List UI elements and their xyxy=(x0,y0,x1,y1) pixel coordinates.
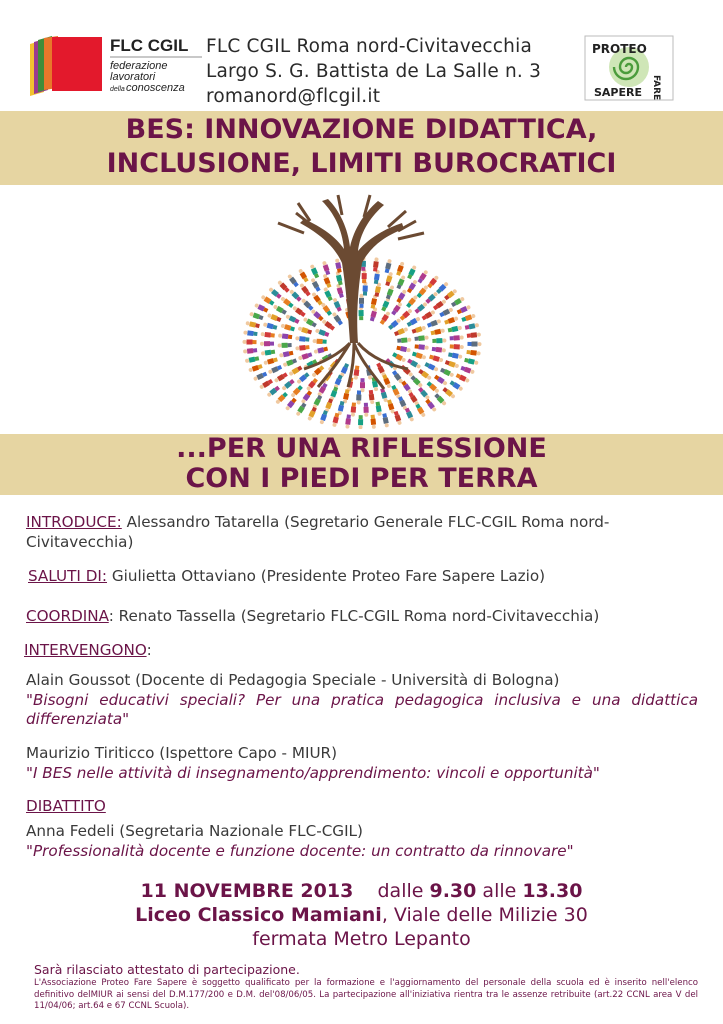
person-figure xyxy=(412,351,427,360)
partner-logo-text-1: PROTEO xyxy=(592,42,647,56)
speaker-2: Maurizio Tiriticco (Ispettore Capo - MIUR) xyxy=(26,744,338,762)
person-figure xyxy=(313,346,328,354)
speaker-3: Anna Fedeli (Segretaria Nazionale FLC-CGIL) xyxy=(26,822,363,840)
person-figure xyxy=(448,325,463,333)
event-to-label: alle xyxy=(482,880,517,902)
person-figure xyxy=(299,283,311,297)
person-figure xyxy=(332,413,340,428)
brand-sub-3-small: della xyxy=(110,86,125,93)
person-figure xyxy=(323,287,334,302)
person-figure xyxy=(434,393,447,407)
person-figure xyxy=(310,277,321,292)
person-figure xyxy=(288,365,303,376)
person-figure xyxy=(427,275,440,289)
person-figure xyxy=(267,365,282,375)
person-figure xyxy=(414,335,428,341)
speaker-3-block xyxy=(26,822,698,861)
person-figure xyxy=(297,326,312,335)
person-figure xyxy=(282,358,297,368)
person-figure xyxy=(382,413,390,428)
tree-of-people-illustration xyxy=(238,193,486,429)
person-figure xyxy=(375,401,382,416)
person-figure xyxy=(434,374,448,386)
person-figure xyxy=(331,311,343,325)
person-figure xyxy=(335,283,344,298)
page-subtitle xyxy=(0,434,723,494)
subtitle-line-2: CON I PIEDI PER TERRA xyxy=(185,463,538,494)
person-figure xyxy=(278,333,293,340)
person-figure xyxy=(311,291,323,305)
talk-3: "Professionalità docente e funzione docente: un contratto da rinnovare" xyxy=(26,841,574,860)
person-figure xyxy=(350,402,356,416)
person-figure xyxy=(295,336,309,342)
event-transit: fermata Metro Lepanto xyxy=(252,928,471,950)
coordina-text: : Renato Tassella (Segretario FLC-CGIL Roma nord-Civitavecchia) xyxy=(108,607,600,625)
person-figure xyxy=(392,352,407,363)
partner-logo-text-2: FARE xyxy=(651,75,661,101)
person-figure xyxy=(245,356,260,364)
person-figure xyxy=(356,390,361,404)
person-figure xyxy=(384,259,392,274)
person-figure xyxy=(464,357,479,365)
saluti-text: Giulietta Ottaviano (Presidente Proteo Fare Sapere Lazio) xyxy=(107,567,546,585)
person-figure xyxy=(298,352,313,361)
person-figure xyxy=(337,401,345,416)
partner-logo-text-3: SAPERE xyxy=(594,86,642,99)
person-figure xyxy=(406,316,421,327)
person-figure xyxy=(425,291,439,304)
subtitle-line-1: ...PER UNA RIFLESSIONE xyxy=(176,433,547,464)
person-figure xyxy=(417,269,429,283)
person-figure xyxy=(415,403,426,418)
person-figure xyxy=(319,410,328,425)
person-figure xyxy=(393,411,402,426)
person-figure xyxy=(321,319,335,331)
person-figure xyxy=(335,271,343,286)
person-figure xyxy=(448,352,463,360)
person-figure xyxy=(370,415,376,429)
event-from-label: dalle xyxy=(377,880,424,902)
fine-print: L'Associazione Proteo Fare Sapere è soggetto qualificato per la formazione e l'aggiornamento del personale della scuola ed è inserito nell'elenco definitivo delMIUR ai sensi del D.M.177/200 e D.M. del'08/06/05. La partecipazione all'iniziativa rientra tra le assenze retribuite (art.22 CCNL area V del 11/04/06; art.64 e 67 CCNL Scuola). xyxy=(34,978,698,1011)
person-figure xyxy=(253,371,268,381)
brand-sub-2: lavoratori xyxy=(110,71,156,83)
title-line-2: INCLUSIONE, LIMITI BUROCRATICI xyxy=(106,148,617,179)
person-figure xyxy=(362,281,367,295)
person-figure xyxy=(359,294,364,308)
person-figure xyxy=(411,325,426,334)
person-figure xyxy=(439,307,454,318)
person-figure xyxy=(263,322,278,330)
person-figure xyxy=(309,264,319,279)
person-figure xyxy=(332,297,342,312)
person-figure xyxy=(461,313,476,322)
event-venue xyxy=(0,903,723,927)
person-figure xyxy=(259,379,274,390)
speaker-1: Alain Goussot (Docente di Pedagogia Speciale - Università di Bologna) xyxy=(26,671,560,689)
person-figure xyxy=(414,301,428,314)
person-figure xyxy=(345,414,352,429)
proteo-fare-sapere-logo xyxy=(584,35,674,101)
person-figure xyxy=(260,294,274,306)
brand-name: FLC CGIL xyxy=(110,36,189,55)
person-figure xyxy=(432,346,447,353)
person-figure xyxy=(394,326,409,336)
person-figure xyxy=(295,345,309,351)
person-figure xyxy=(379,311,391,325)
person-figure xyxy=(362,269,367,283)
person-figure xyxy=(387,399,396,414)
person-figure xyxy=(280,296,294,309)
flc-cgil-logo xyxy=(24,34,204,98)
speaker-2-block xyxy=(26,744,698,783)
person-figure xyxy=(285,314,300,325)
person-figure xyxy=(358,306,363,320)
person-figure xyxy=(467,341,481,346)
talk-2: "I BES nelle attività di insegnamento/apprendimento: vincoli e opportunità" xyxy=(26,763,600,782)
brand-sub-3: conoscenza xyxy=(126,82,185,94)
person-figure xyxy=(450,335,464,341)
org-name: FLC CGIL Roma nord-Civitavecchia xyxy=(206,36,532,57)
person-figure xyxy=(397,337,411,343)
person-figure xyxy=(268,287,282,300)
title-line-1: BES: INNOVAZIONE DIDATTICA, xyxy=(125,114,598,145)
person-figure xyxy=(358,415,363,429)
person-figure xyxy=(426,381,440,394)
person-figure xyxy=(243,330,258,337)
person-figure xyxy=(302,317,317,328)
brand-sub-1: federazione xyxy=(110,60,168,72)
person-figure xyxy=(267,313,282,323)
person-figure xyxy=(380,388,389,403)
person-figure xyxy=(295,402,307,416)
person-figure xyxy=(281,379,295,392)
person-figure xyxy=(418,387,431,401)
person-figure xyxy=(436,281,450,294)
person-figure xyxy=(298,268,309,283)
person-figure xyxy=(466,349,481,356)
person-figure xyxy=(363,403,368,417)
person-figure xyxy=(254,302,269,313)
person-figure xyxy=(430,328,445,336)
person-figure xyxy=(290,385,303,399)
person-figure xyxy=(373,257,380,272)
person-figure xyxy=(451,296,466,307)
saluti-row xyxy=(28,567,700,587)
person-figure xyxy=(391,301,403,315)
introduce-text: Alessandro Tatarella (Segretario Generale FLC-CGIL Roma nord-Civitavecchia) xyxy=(26,513,610,551)
intervengono-label: INTERVENGONO xyxy=(24,641,147,659)
person-figure xyxy=(424,362,439,373)
event-time-to: 13.30 xyxy=(522,880,583,902)
intervengono-row xyxy=(24,641,696,661)
person-figure xyxy=(296,372,310,385)
person-figure xyxy=(407,265,418,280)
event-date: 11 NOVEMBRE 2013 xyxy=(140,880,354,902)
person-figure xyxy=(467,332,481,338)
person-figure xyxy=(456,304,471,314)
person-figure xyxy=(320,302,332,316)
person-figure xyxy=(406,294,419,308)
person-figure xyxy=(392,370,404,384)
person-figure xyxy=(373,270,380,285)
person-figure xyxy=(260,341,274,346)
person-figure xyxy=(368,390,375,405)
person-figure xyxy=(353,365,360,380)
person-figure xyxy=(243,348,257,354)
person-figure xyxy=(416,285,429,299)
person-figure xyxy=(312,339,326,345)
person-figure xyxy=(279,350,294,358)
person-figure xyxy=(310,308,324,321)
person-figure xyxy=(242,339,256,344)
person-figure xyxy=(410,375,423,388)
person-figure xyxy=(277,280,290,294)
person-figure xyxy=(440,367,455,378)
header-contact-block xyxy=(206,34,541,109)
dibattito-label: DIBATTITO xyxy=(26,797,106,815)
person-figure xyxy=(289,289,302,302)
coordina-label: COORDINA xyxy=(26,607,109,625)
person-figure xyxy=(433,299,447,311)
person-figure xyxy=(385,271,394,286)
event-details xyxy=(0,879,723,951)
person-figure xyxy=(305,378,318,392)
person-figure xyxy=(396,261,405,276)
person-figure xyxy=(414,344,428,350)
person-figure xyxy=(429,354,444,363)
person-figure xyxy=(260,331,275,338)
person-figure xyxy=(432,338,446,343)
person-figure xyxy=(300,298,313,311)
person-figure xyxy=(369,307,378,322)
dibattito-row xyxy=(26,797,698,817)
person-figure xyxy=(321,260,330,275)
venue-name: Liceo Classico Mamiani xyxy=(135,904,382,926)
person-figure xyxy=(396,275,406,290)
person-figure xyxy=(360,378,365,392)
person-figure xyxy=(421,309,436,320)
person-figure xyxy=(427,318,442,328)
person-figure xyxy=(399,308,413,321)
introduce-label: INTRODUCE: xyxy=(26,513,122,531)
person-figure xyxy=(300,390,312,404)
person-figure xyxy=(280,323,295,332)
person-figure xyxy=(245,320,260,328)
person-figure xyxy=(455,373,470,384)
speaker-1-block xyxy=(26,671,698,730)
venue-address: , Viale delle Milizie 30 xyxy=(381,904,588,926)
person-figure xyxy=(263,357,278,366)
person-figure xyxy=(284,397,297,411)
org-email: romanord@flcgil.it xyxy=(206,86,381,107)
org-address: Largo S. G. Battista de La Salle n. 3 xyxy=(206,61,542,82)
person-figure xyxy=(407,358,422,369)
person-figure xyxy=(272,304,287,315)
person-figure xyxy=(374,282,382,297)
person-figure xyxy=(425,398,438,412)
person-figure xyxy=(342,389,350,404)
person-figure xyxy=(404,407,414,422)
person-figure xyxy=(275,392,289,405)
person-figure xyxy=(307,407,318,422)
person-figure xyxy=(249,311,264,320)
person-figure xyxy=(278,343,292,348)
person-figure xyxy=(248,364,263,373)
event-datetime xyxy=(0,879,723,903)
person-figure xyxy=(418,369,432,381)
intervengono-colon: : xyxy=(146,641,152,659)
person-figure xyxy=(274,372,289,383)
coordina-row xyxy=(26,607,698,627)
introduce-row xyxy=(26,513,698,552)
talk-1: "Bisogni educativi speciali? Per una pratica pedagogica inclusiva e una didattica differenziata" xyxy=(26,690,698,728)
person-figure xyxy=(385,285,395,300)
person-figure xyxy=(406,279,418,294)
page-title xyxy=(0,113,723,181)
person-figure xyxy=(396,289,407,304)
person-figure xyxy=(287,273,300,287)
person-figure xyxy=(396,345,411,353)
person-figure xyxy=(445,360,460,369)
person-figure xyxy=(388,317,402,330)
person-figure xyxy=(266,385,280,398)
person-figure xyxy=(450,344,464,350)
person-figure xyxy=(442,387,456,400)
saluti-label: SALUTI DI: xyxy=(28,567,108,585)
person-figure xyxy=(292,305,306,317)
person-figure xyxy=(315,328,330,337)
person-figure xyxy=(444,316,459,325)
person-figure xyxy=(460,365,475,374)
person-figure xyxy=(444,288,458,301)
person-figure xyxy=(322,273,332,288)
event-time-from: 9.30 xyxy=(429,880,477,902)
person-figure xyxy=(261,349,276,356)
certificate-note: Sarà rilasciato attestato di partecipazione. xyxy=(34,962,300,977)
person-figure xyxy=(465,322,480,330)
person-figure xyxy=(449,380,463,392)
